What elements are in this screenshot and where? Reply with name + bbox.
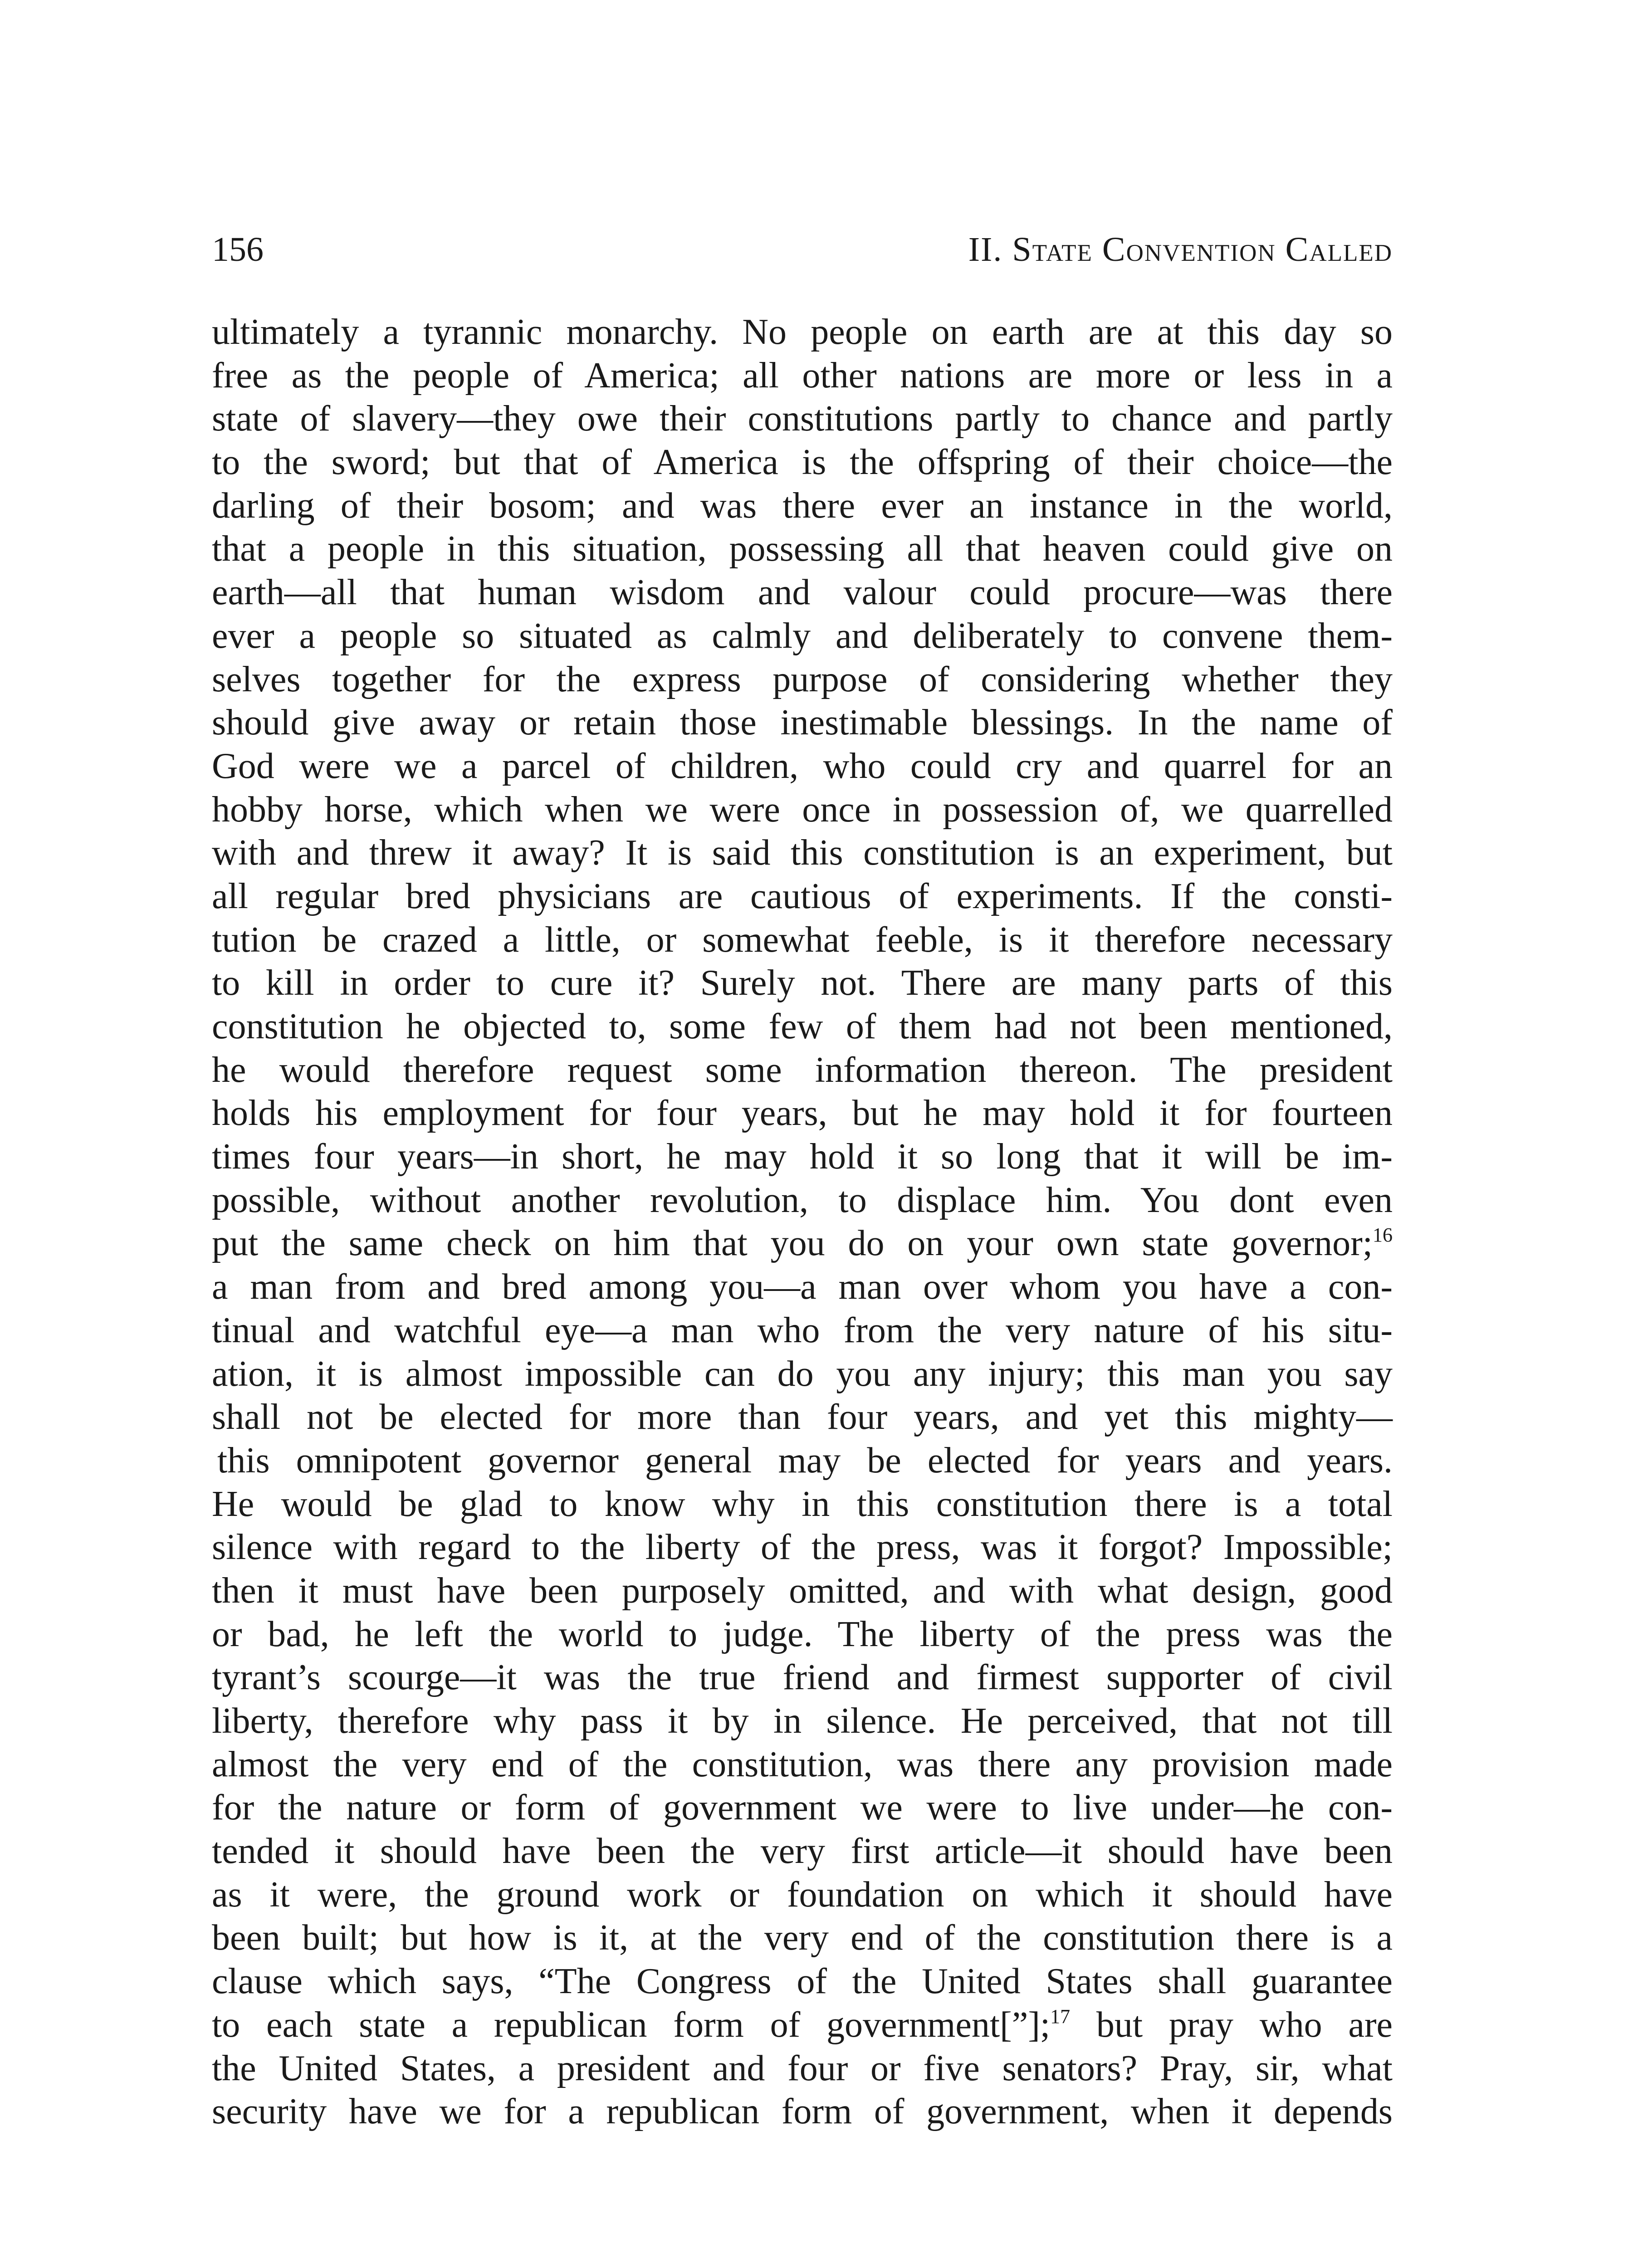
text-line: for the nature or form of government we were to live under—he con- — [212, 1788, 1393, 1828]
text-line: or bad, he left the world to judge. The liberty of the press was the — [212, 1614, 1393, 1654]
text-line: all regular bred physicians are cautious of experiments. If the consti- — [212, 876, 1393, 916]
text-line: hobby horse, which when we were once in possession of, we quarrelled — [212, 789, 1393, 830]
text-line: a man from and bred among you—a man over whom you have a con- — [212, 1267, 1393, 1307]
text-line: shall not be elected for more than four years, and yet this mighty— — [212, 1397, 1393, 1437]
section-title: II. State Convention Called — [968, 230, 1393, 269]
text-line: ultimately a tyrannic monarchy. No people on earth are at this day so — [212, 312, 1393, 352]
text-line: possible, without another revolution, to displace him. You dont even — [212, 1180, 1393, 1220]
text-line: liberty, therefore why pass it by in silence. He perceived, that not till — [212, 1701, 1393, 1741]
text-line: tution be crazed a little, or somewhat feeble, is it therefore necessary — [212, 919, 1393, 960]
text-line: selves together for the express purpose of considering whether they — [212, 659, 1393, 699]
body-text — [212, 311, 1393, 2134]
text-line: ever a people so situated as calmly and deliberately to convene them- — [212, 616, 1393, 656]
text-line: state of slavery—they owe their constitutions partly to chance and partly — [212, 399, 1393, 439]
text-line: ation, it is almost impossible can do you any injury; this man you say — [212, 1354, 1393, 1394]
running-head — [212, 222, 1393, 277]
text-line: to kill in order to cure it? Surely not. There are many parts of this — [212, 963, 1393, 1003]
text-line: tyrant’s scourge—it was the true friend and firmest supporter of civil — [212, 1657, 1393, 1698]
text-line: times four years—in short, he may hold it so long that it will be im- — [212, 1137, 1393, 1177]
text-line: God were we a parcel of children, who could cry and quarrel for an — [212, 746, 1393, 786]
text-line: constitution he objected to, some few of them had not been mentioned, — [212, 1007, 1393, 1046]
text-line: free as the people of America; all other nations are more or less in a — [212, 355, 1393, 396]
text-line-with-footnote — [212, 2004, 1393, 2047]
text-line-tail: but pray who are — [1070, 2004, 1393, 2045]
page-number: 156 — [212, 230, 264, 269]
text-line: he would therefore request some information thereon. The president — [212, 1050, 1393, 1090]
text-line: He would be glad to know why in this constitution there is a total — [212, 1484, 1393, 1524]
text-line: as it were, the ground work or foundation on which it should have — [212, 1874, 1393, 1915]
text-line: holds his employment for four years, but he may hold it for fourteen — [212, 1093, 1393, 1134]
text-line: that a people in this situation, possessing all that heaven could give on — [212, 529, 1393, 569]
text-line-with-footnote — [212, 1222, 1393, 1266]
text-line: with and threw it away? It is said this constitution is an experiment, but — [212, 833, 1393, 873]
footnote-marker-17: 17 — [1050, 2005, 1071, 2028]
footnote-marker-16: 16 — [1373, 1224, 1393, 1246]
text-line: security have we for a republican form of government, when it depends — [212, 2092, 1393, 2132]
text-line: almost the very end of the constitution, was there any provision made — [212, 1744, 1393, 1784]
text-line: clause which says, “The Congress of the United States shall guarantee — [212, 1961, 1393, 2002]
text-line: silence with regard to the liberty of the press, was it forgot? Impossible; — [212, 1527, 1393, 1568]
text-line: been built; but how is it, at the very end of the constitution there is a — [212, 1918, 1393, 1958]
text-line: tended it should have been the very first article—it should have been — [212, 1831, 1393, 1872]
text-line: then it must have been purposely omitted, and with what design, good — [212, 1570, 1393, 1611]
text-line: this omnipotent governor general may be elected for years and years. — [217, 1440, 1393, 1481]
text-line: the United States, a president and four or five senators? Pray, sir, what — [212, 2048, 1393, 2088]
text-line: darling of their bosom; and was there ever an instance in the world, — [212, 485, 1393, 526]
text-line: earth—all that human wisdom and valour could procure—was there — [212, 572, 1393, 613]
text-line: to the sword; but that of America is the offspring of their choice—the — [212, 442, 1393, 483]
text-line: should give away or retain those inestimable blessings. In the name of — [212, 703, 1393, 743]
text-line-content: put the same check on him that you do on your own state governor; — [212, 1223, 1373, 1264]
text-line: tinual and watchful eye—a man who from the very nature of his situ- — [212, 1310, 1393, 1350]
text-line-content: to each state a republican form of government[”]; — [212, 2004, 1051, 2045]
